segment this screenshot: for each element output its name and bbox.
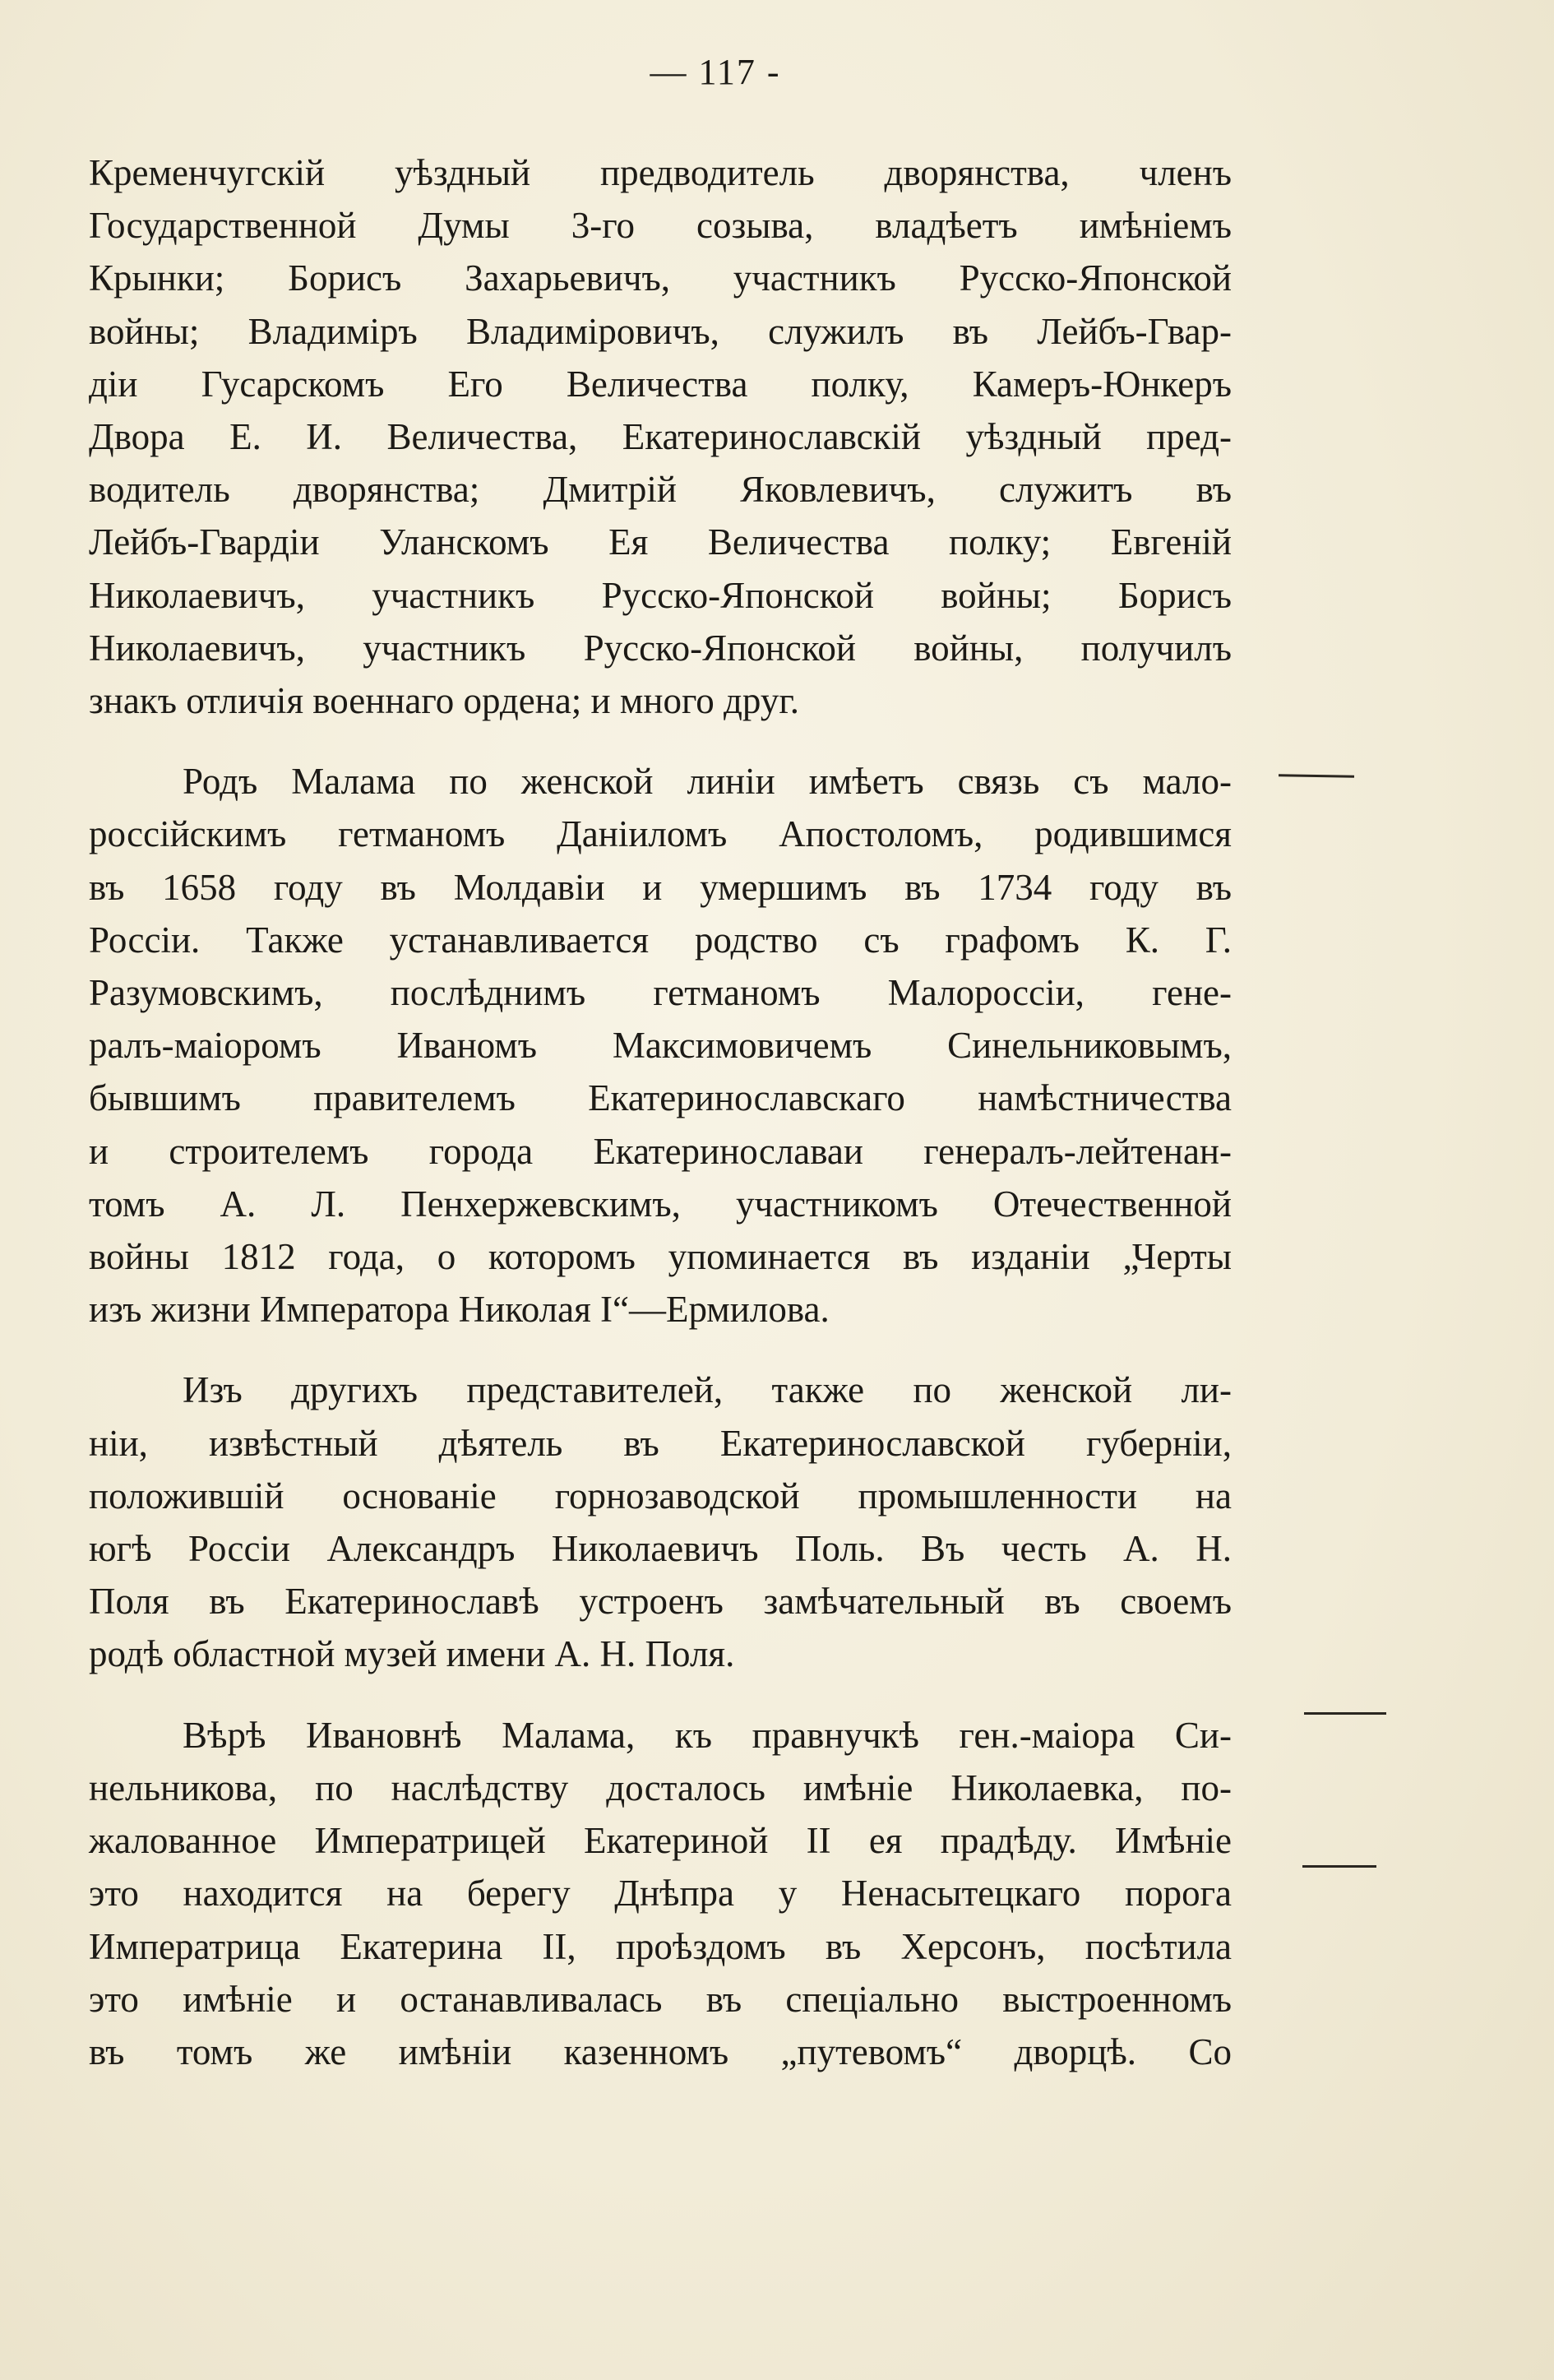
text-line: Кременчугскій уѣздный предводитель дворянства, членъ	[89, 152, 1232, 193]
text-line: Поля въ Екатеринославѣ устроенъ замѣчательный въ своемъ	[89, 1581, 1232, 1623]
text-line: россійскимъ гетманомъ Даніиломъ Апостоломъ, родившимся	[89, 813, 1232, 855]
text-line: Крынки; Борисъ Захарьевичъ, участникъ Русско-Японской	[89, 257, 1232, 299]
text-line: Лейбъ-Гвардіи Уланскомъ Ея Величества полку; Евгеній	[89, 521, 1232, 563]
text-line: войны 1812 года, о которомъ упоминается въ изданіи „Черты	[89, 1236, 1232, 1278]
text-line: томъ А. Л. Пенхержевскимъ, участникомъ Отечественной	[89, 1183, 1232, 1225]
text-line: Императрица Екатерина II, проѣздомъ въ Херсонъ, посѣтила	[89, 1925, 1232, 1967]
text-line: знакъ отличія военнаго ордена; и много друг.	[89, 680, 799, 722]
margin-pen-mark	[1302, 1865, 1376, 1868]
text-line: Вѣрѣ Ивановнѣ Малама, къ правнучкѣ ген.-маіора Си-	[183, 1714, 1232, 1756]
text-line: ніи, извѣстный дѣятель въ Екатеринославской губерніи,	[89, 1422, 1232, 1464]
paragraph-1	[89, 146, 1232, 727]
text-line: въ 1658 году въ Молдавіи и умершимъ въ 1734 году въ	[89, 866, 1232, 908]
text-line: это имѣніе и останавливалась въ спеціально выстроенномъ	[89, 1978, 1232, 2020]
text-line: водитель дворянства; Дмитрій Яковлевичъ, служитъ въ	[89, 469, 1232, 511]
paragraph-3	[89, 1364, 1232, 1680]
text-line: въ томъ же имѣніи казенномъ „путевомъ“ дворцѣ. Со	[89, 2030, 1232, 2072]
text-line: бывшимъ правителемъ Екатеринославскаго намѣстничества	[89, 1077, 1232, 1119]
text-line: Изъ другихъ представителей, также по женской ли-	[183, 1369, 1232, 1411]
page-number: — 117 -	[650, 52, 781, 92]
text-line: Родъ Малама по женской линіи имѣетъ связь съ мало-	[183, 761, 1232, 803]
text-line: діи Гусарскомъ Его Величества полку, Камеръ-Юнкеръ	[89, 363, 1232, 405]
body-text	[89, 146, 1232, 2078]
text-line: положившій основаніе горнозаводской промышленности на	[89, 1475, 1232, 1516]
text-line: родѣ областной музей имени А. Н. Поля.	[89, 1633, 735, 1675]
margin-pen-mark	[1279, 774, 1354, 778]
paragraph-4	[89, 1709, 1232, 2078]
text-line: ралъ-маіоромъ Иваномъ Максимовичемъ Синельниковымъ,	[89, 1025, 1232, 1067]
text-line: нельникова, по наслѣдству досталось имѣніе Николаевка, по-	[89, 1766, 1232, 1808]
paragraph-2	[89, 755, 1232, 1336]
text-line: это находится на берегу Днѣпра у Ненасытецкаго порога	[89, 1873, 1232, 1915]
text-line: Россіи. Также устанавливается родство съ графомъ К. Г.	[89, 919, 1232, 961]
text-line: Государственной Думы 3-го созыва, владѣетъ имѣніемъ	[89, 205, 1232, 247]
text-line: жалованное Императрицей Екатериной II ея прадѣду. Имѣніе	[89, 1820, 1232, 1862]
margin-pen-mark	[1304, 1712, 1386, 1715]
text-line: Двора Е. И. Величества, Екатеринославскій уѣздный пред-	[89, 416, 1232, 458]
text-line: Николаевичъ, участникъ Русско-Японской войны, получилъ	[89, 627, 1232, 669]
text-line: Разумовскимъ, послѣднимъ гетманомъ Малороссіи, гене-	[89, 972, 1232, 1014]
text-line: Николаевичъ, участникъ Русско-Японской войны; Борисъ	[89, 574, 1232, 616]
text-line: изъ жизни Императора Николая I“—Ермилова.	[89, 1289, 830, 1331]
text-line: югѣ Россіи Александръ Николаевичъ Поль. Въ честь А. Н.	[89, 1528, 1232, 1570]
text-line: войны; Владиміръ Владиміровичъ, служилъ въ Лейбъ-Гвар-	[89, 310, 1232, 352]
text-line: и строителемъ города Екатеринославаи генералъ-лейтенан-	[89, 1130, 1232, 1172]
